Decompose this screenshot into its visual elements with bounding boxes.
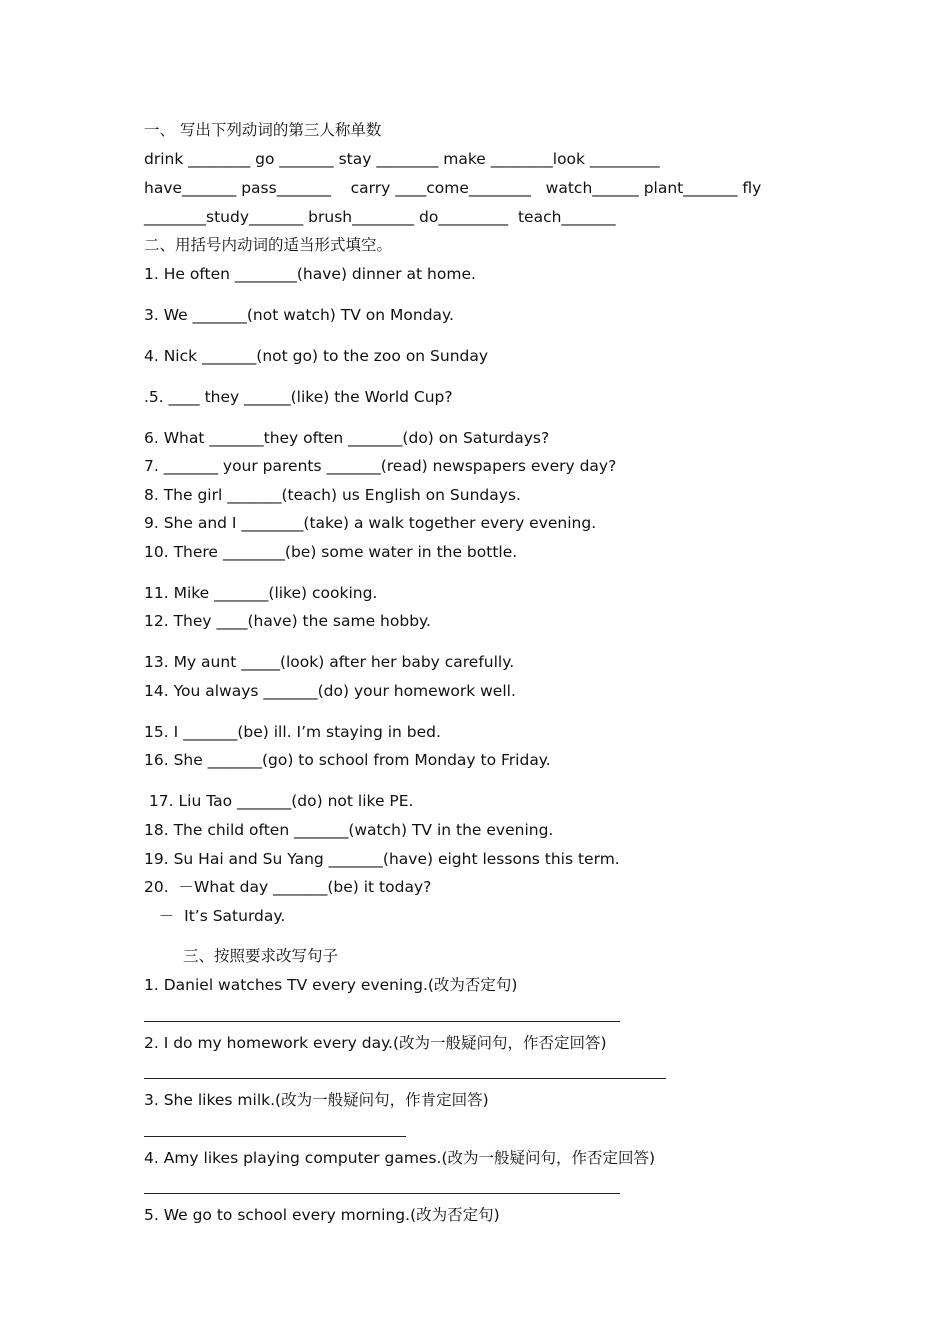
exercise-item: 18. The child often _______(watch) TV in the evening. — [144, 821, 554, 839]
answer-line — [144, 1021, 620, 1022]
exercise-item: 14. You always _______(do) your homework well. — [144, 682, 516, 700]
exercise-item: 3. We _______(not watch) TV on Monday. — [144, 306, 454, 324]
exercise-item: 17. Liu Tao _______(do) not like PE. — [144, 792, 414, 810]
answer-line — [144, 1136, 406, 1137]
exercise-item: 20. －What day _______(be) it today? — [144, 878, 432, 896]
exercise-item: .5. ____ they ______(like) the World Cup? — [144, 388, 453, 406]
exercise-item: 12. They ____(have) the same hobby. — [144, 612, 431, 630]
verb-row-1: drink ________ go _______ stay ________ make ________look _________ — [144, 150, 660, 168]
rewrite-item: 2. I do my homework every day.(改为一般疑问句，作否定回答) — [144, 1034, 607, 1052]
answer-line — [144, 1193, 620, 1194]
exercise-item: 15. I _______(be) ill. I’m staying in bed. — [144, 723, 441, 741]
exercise-item: 19. Su Hai and Su Yang _______(have) eight lessons this term. — [144, 850, 620, 868]
exercise-item: － It’s Saturday. — [144, 907, 286, 925]
rewrite-item: 3. She likes milk.(改为一般疑问句，作肯定回答) — [144, 1091, 489, 1109]
section1-heading: 一、 写出下列动词的第三人称单数 — [144, 121, 382, 139]
verb-row-2: have_______ pass_______ carry ____come________ watch______ plant_______ fly — [144, 179, 762, 197]
exercise-item: 16. She _______(go) to school from Monday to Friday. — [144, 751, 551, 769]
exercise-item: 9. She and I ________(take) a walk together every evening. — [144, 514, 597, 532]
verb-row-3: ________study_______ brush________ do_________ teach_______ — [144, 208, 616, 226]
exercise-item: 13. My aunt _____(look) after her baby carefully. — [144, 653, 515, 671]
section3-heading: 三、按照要求改写句子 — [183, 947, 339, 965]
exercise-item: 7. _______ your parents _______(read) newspapers every day? — [144, 457, 617, 475]
exercise-item: 1. He often ________(have) dinner at home. — [144, 265, 476, 283]
rewrite-item: 5. We go to school every morning.(改为否定句) — [144, 1206, 500, 1224]
section2-heading: 二、用括号内动词的适当形式填空。 — [144, 236, 393, 254]
exercise-item: 10. There ________(be) some water in the bottle. — [144, 543, 518, 561]
exercise-item: 8. The girl _______(teach) us English on Sundays. — [144, 486, 521, 504]
rewrite-item: 4. Amy likes playing computer games.(改为一般疑问句，作否定回答) — [144, 1149, 656, 1167]
rewrite-item: 1. Daniel watches TV every evening.(改为否定句) — [144, 976, 518, 994]
exercise-item: 4. Nick _______(not go) to the zoo on Sunday — [144, 347, 489, 365]
exercise-item: 6. What _______they often _______(do) on Saturdays? — [144, 429, 550, 447]
exercise-item: 11. Mike _______(like) cooking. — [144, 584, 378, 602]
answer-line — [144, 1078, 666, 1079]
